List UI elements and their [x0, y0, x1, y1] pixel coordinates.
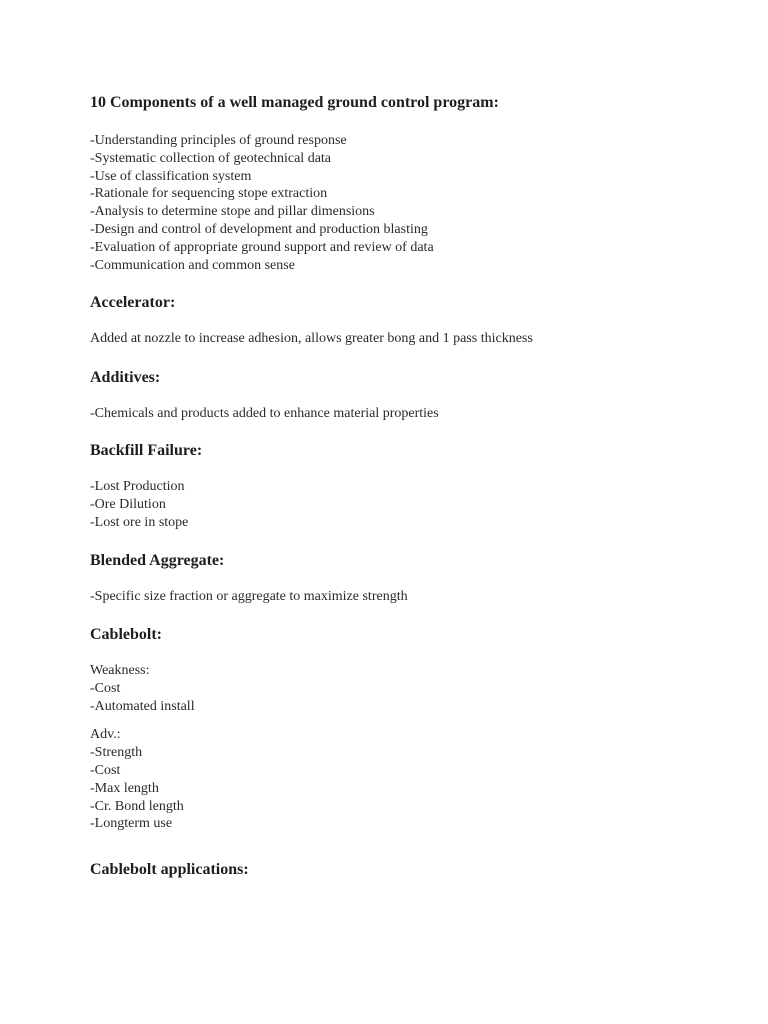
section-body — [90, 330, 533, 348]
list-item: -Use of classification system — [90, 168, 252, 184]
section-heading: Cablebolt: — [90, 626, 162, 643]
paragraph-line: Weakness: — [90, 663, 150, 678]
section-body — [90, 405, 439, 423]
section-body — [90, 478, 202, 531]
list-item: -Lost Production — [90, 479, 185, 494]
list-item: -Design and control of development and production blasting — [90, 221, 428, 237]
section-additives — [90, 368, 439, 423]
section-heading: Additives: — [90, 369, 161, 386]
section-body — [90, 132, 499, 274]
list-item: -Communication and common sense — [90, 257, 295, 273]
list-item: -Longterm use — [90, 816, 173, 832]
section-cablebolt — [90, 625, 195, 833]
section-heading: Blended Aggregate: — [90, 552, 225, 569]
list-item: -Understanding principles of ground response — [90, 133, 347, 148]
list-item: -Cost — [90, 762, 121, 778]
section-heading: Accelerator: — [90, 294, 176, 311]
list-item: -Specific size fraction or aggregate to maximize strength — [90, 589, 408, 604]
list-item: -Strength — [90, 745, 143, 761]
paragraph-line: Added at nozzle to increase adhesion, allows greater bong and 1 pass thickness — [90, 331, 533, 346]
list-item: -Chemicals and products added to enhance material properties — [90, 406, 439, 421]
section-accelerator — [90, 293, 533, 348]
list-item: -Ore Dilution — [90, 496, 166, 512]
list-item: -Rationale for sequencing stope extraction — [90, 186, 328, 202]
list-item: -Systematic collection of geotechnical data — [90, 150, 332, 166]
list-item: -Max length — [90, 780, 159, 796]
section-body — [90, 588, 408, 606]
paragraph-line: Adv.: — [90, 727, 121, 743]
section-heading: Cablebolt applications: — [90, 861, 249, 878]
list-item: -Lost ore in stope — [90, 514, 189, 530]
section-heading: 10 Components of a well managed ground control program: — [90, 94, 499, 111]
list-item: -Analysis to determine stope and pillar dimensions — [90, 204, 375, 220]
list-item: -Evaluation of appropriate ground support and review of data — [90, 239, 434, 255]
section-heading: Backfill Failure: — [90, 442, 203, 459]
list-item: -Cr. Bond length — [90, 798, 184, 814]
list-item: -Cost — [90, 680, 121, 696]
section-ground-control — [90, 93, 499, 274]
section-blended-aggregate — [90, 551, 408, 606]
list-item: -Automated install — [90, 698, 195, 714]
section-backfill-failure — [90, 441, 202, 531]
section-cablebolt-applications — [90, 860, 249, 880]
section-body-advantages — [90, 726, 195, 833]
section-body-weakness — [90, 662, 195, 715]
